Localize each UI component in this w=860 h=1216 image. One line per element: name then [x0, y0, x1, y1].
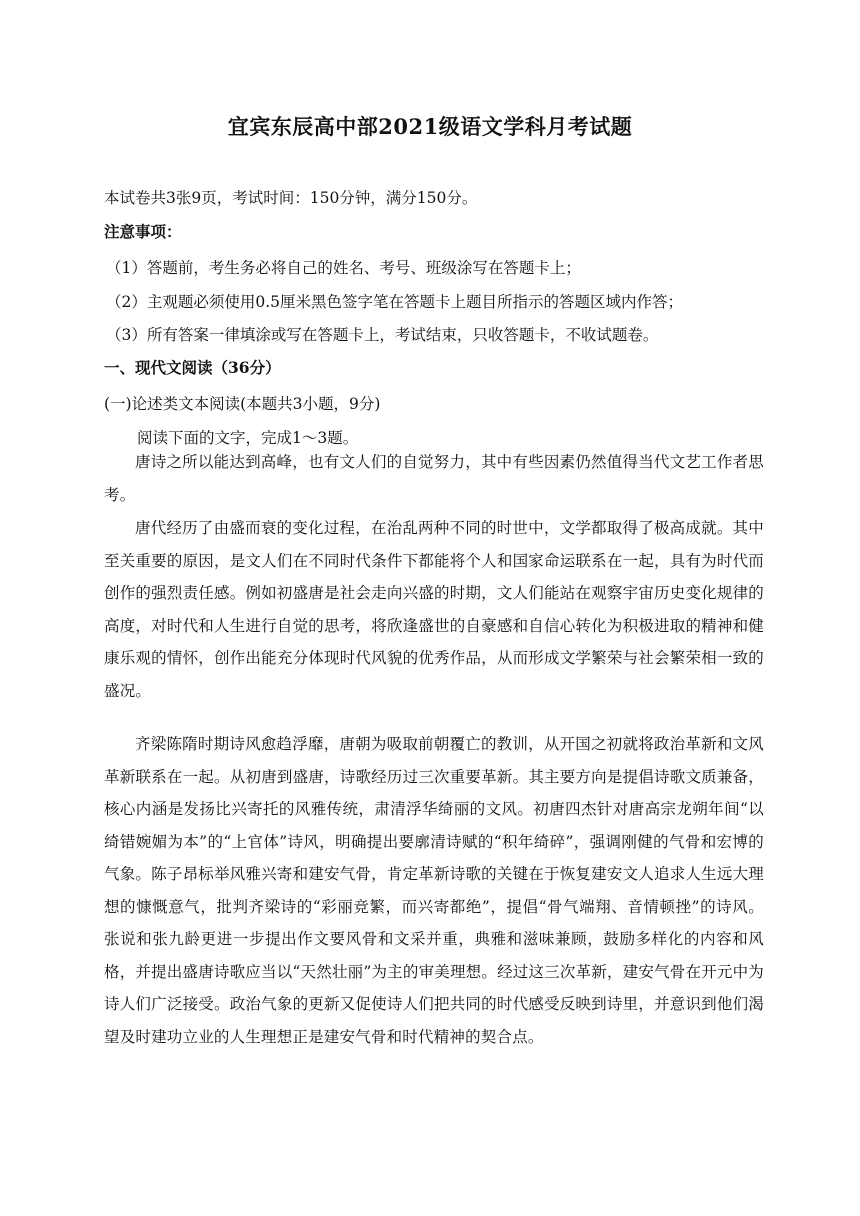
notice-heading: 注意事项：: [104, 222, 182, 241]
notice-item: （3）所有答案一律填涂或写在答题卡上，考试结束，只收答题卡，不收试题卷。: [106, 326, 659, 344]
paragraph-1: 唐诗之所以能达到高峰，也有文人们的自觉努力，其中有些因素仍然值得当代文艺工作者思考。: [104, 453, 764, 504]
paragraph-3: 齐梁陈隋时期诗风愈趋浮靡，唐朝为吸取前朝覆亡的教训，从开国之初就将政治革新和文风革新联系在一起。从初唐到盛唐，诗歌经历过三次重要革新。其主要方向是提倡诗歌文质兼备，核心内涵是发扬比兴寄托的风雅传统，肃清浮华绮丽的文风。初唐四杰针对唐高宗龙朔年间“以绮错婉媚为本”的“上官体”诗风，明确提出要廓清诗赋的“积年绮碎”，强调刚健的气骨和宏博的气象。陈子昂标举风雅兴寄和建安气骨，肯定革新诗歌的关键在于恢复建安文人追求人生远大理想的慷慨意气，批判齐梁诗的“彩丽竞繁，而兴寄都绝”，提倡“骨气端翔、音情顿挫”的诗风。张说和张九龄更进一步提出作文要风骨和文采并重，典雅和滋味兼顾，鼓励多样化的内容和风格，并提出盛唐诗歌应当以“天然壮丽”为主的审美理想。经过这三次革新，建安气骨在开元中为诗人们广泛接受。政治气象的更新又促使诗人们把共同的时代感受反映到诗里，并意识到他们渴望及时建功立业的人生理想正是建安气骨和时代精神的契合点。: [104, 735, 764, 1046]
section-heading: 一、现代文阅读（36分）: [104, 358, 281, 377]
notice-item: （1）答题前，考生务必将自己的姓名、考号、班级涂写在答题卡上；: [106, 259, 581, 277]
section-subheading: (一)论述类文本阅读(本题共3小题，9分): [104, 395, 381, 413]
notice-item: （2）主观题必须使用0.5厘米黑色签字笔在答题卡上题目所指示的答题区域内作答；: [106, 293, 684, 311]
reading-instruction: 阅读下面的文字，完成1～3题。: [137, 429, 359, 447]
paragraph-2: 唐代经历了由盛而衰的变化过程，在治乱两种不同的时世中，文学都取得了极高成就。其中至关重要的原因，是文人们在不同时代条件下都能将个人和国家命运联系在一起，具有为时代而创作的强烈责任感。例如初盛唐是社会走向兴盛的时期，文人们能站在观察宇宙历史变化规律的高度，对时代和人生进行自觉的思考，将欣逢盛世的自豪感和自信心转化为积极进取的精神和健康乐观的情怀，创作出能充分体现时代风貌的优秀作品，从而形成文学繁荣与社会繁荣相一致的盛况。: [104, 519, 764, 700]
page-title: 宜宾东辰高中部2021级语文学科月考试题: [227, 114, 633, 139]
exam-info: 本试卷共3张9页，考试时间：150分钟，满分150分。: [104, 189, 478, 207]
